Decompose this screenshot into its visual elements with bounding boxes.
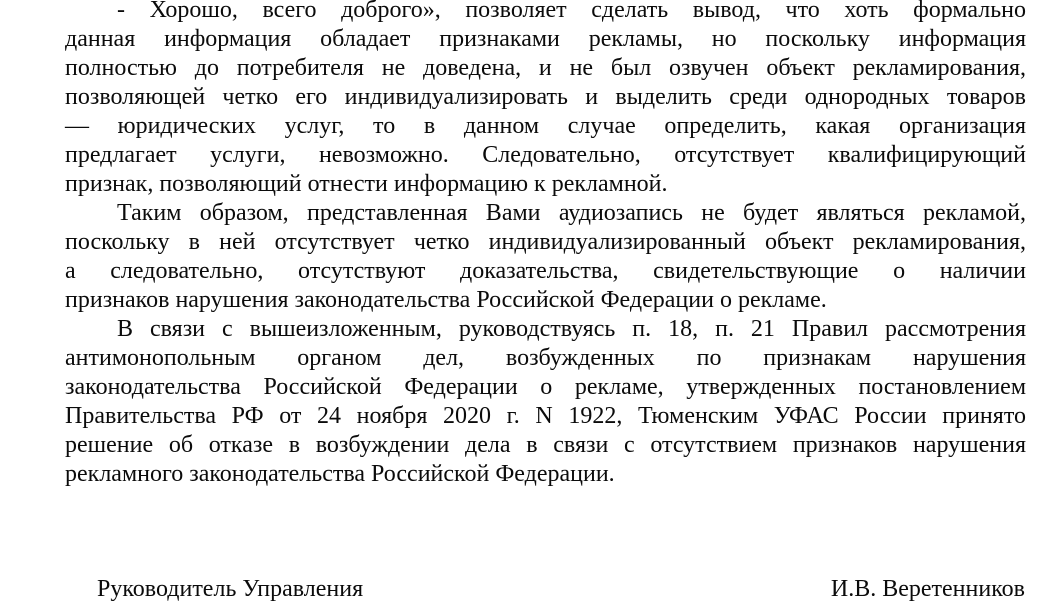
text-line: а следовательно, отсутствуют доказательства, свидетельствующие о наличии [65, 258, 1026, 284]
text-line: решение об отказе в возбуждении дела в связи с отсутствием признаков нарушения [65, 432, 1026, 458]
text-line: рекламного законодательства Российской Федерации. [65, 461, 615, 487]
text-line: В связи с вышеизложенным, руководствуясь п. 18, п. 21 Правил рассмотрения [117, 316, 1026, 342]
text-line: поскольку в ней отсутствует четко индивидуализированный объект рекламирования, [65, 229, 1026, 255]
signature-position-title: Руководитель Управления [97, 576, 364, 602]
signature-name: И.В. Веретенников [830, 576, 1025, 602]
text-line: данная информация обладает признаками рекламы, но поскольку информация [65, 26, 1026, 52]
paragraph-1 [65, 0, 1026, 199]
signature-row [97, 575, 1025, 604]
text-line: — юридических услуг, то в данном случае определить, какая организация [65, 113, 1026, 139]
text-line: признак, позволяющий отнести информацию к рекламной. [65, 171, 668, 197]
paragraph-3 [65, 315, 1026, 489]
paragraph-2 [65, 199, 1026, 315]
document-body [65, 0, 1026, 489]
text-line: Правительства РФ от 24 ноября 2020 г. N 1922, Тюменским УФАС России принято [65, 403, 1026, 429]
text-line: признаков нарушения законодательства Российской Федерации о рекламе. [65, 287, 827, 313]
text-line: - Хорошо, всего доброго», позволяет сделать вывод, что хоть формально [117, 0, 1026, 23]
text-line: полностью до потребителя не доведена, и не был озвучен объект рекламирования, [65, 55, 1026, 81]
text-line: предлагает услуги, невозможно. Следовательно, отсутствует квалифицирующий [65, 142, 1026, 168]
text-line: антимонопольным органом дел, возбужденных по признакам нарушения [65, 345, 1026, 371]
text-line: законодательства Российской Федерации о рекламе, утвержденных постановлением [65, 374, 1026, 400]
text-line: позволяющей четко его индивидуализировать и выделить среди однородных товаров [65, 84, 1026, 110]
text-line: Таким образом, представленная Вами аудиозапись не будет являться рекламой, [117, 200, 1026, 226]
